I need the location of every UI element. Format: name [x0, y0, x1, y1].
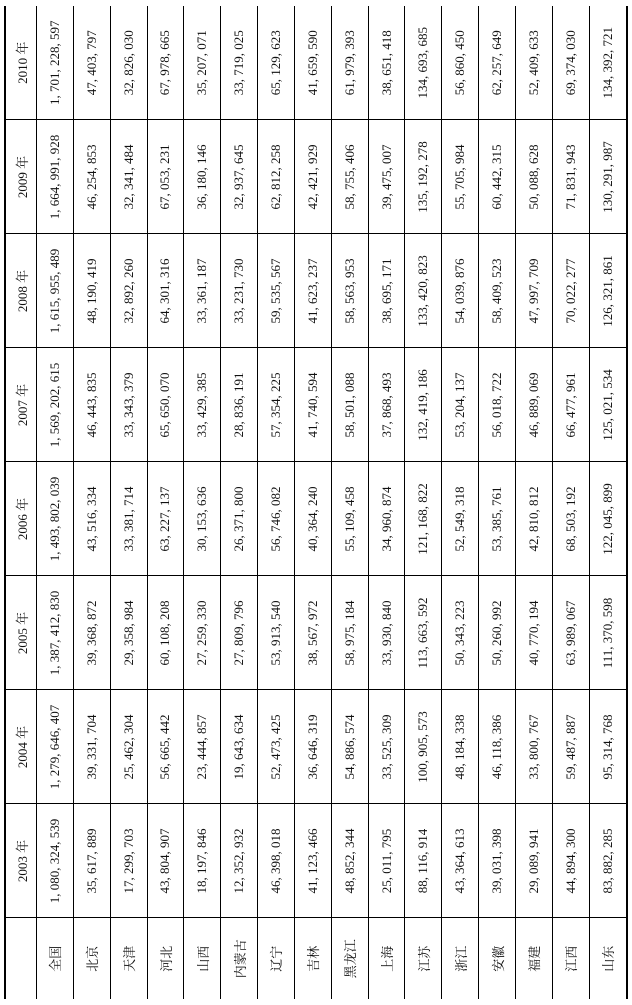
- region-cell: 江苏: [405, 918, 442, 999]
- value-cell: 62, 257, 649: [479, 6, 516, 120]
- value-cell: 57, 354, 225: [258, 348, 295, 462]
- value-cell: 42, 810, 812: [515, 462, 552, 576]
- value-cell: 1, 664, 991, 928: [37, 120, 74, 234]
- value-cell: 88, 116, 914: [405, 804, 442, 918]
- region-cell: 山东: [589, 918, 627, 999]
- value-cell: 38, 695, 171: [368, 234, 405, 348]
- value-cell: 50, 343, 223: [442, 576, 479, 690]
- value-cell: 48, 190, 419: [73, 234, 110, 348]
- value-cell: 1, 615, 955, 489: [37, 234, 74, 348]
- value-cell: 54, 886, 574: [331, 690, 368, 804]
- table-row: [73, 6, 110, 999]
- value-cell: 47, 403, 797: [73, 6, 110, 120]
- header-cell: 2010 年: [5, 6, 37, 120]
- value-cell: 53, 204, 137: [442, 348, 479, 462]
- value-cell: 47, 997, 709: [515, 234, 552, 348]
- value-cell: 36, 180, 146: [184, 120, 221, 234]
- region-cell: 黑龙江: [331, 918, 368, 999]
- value-cell: 18, 197, 846: [184, 804, 221, 918]
- value-cell: 29, 358, 984: [110, 576, 147, 690]
- value-cell: 52, 409, 633: [515, 6, 552, 120]
- value-cell: 46, 889, 069: [515, 348, 552, 462]
- value-cell: 69, 374, 030: [552, 6, 589, 120]
- value-cell: 59, 487, 887: [552, 690, 589, 804]
- value-cell: 30, 153, 636: [184, 462, 221, 576]
- value-cell: 25, 462, 304: [110, 690, 147, 804]
- value-cell: 133, 420, 823: [405, 234, 442, 348]
- value-cell: 33, 525, 309: [368, 690, 405, 804]
- table-row: [37, 6, 74, 999]
- header-cell: 2007 年: [5, 348, 37, 462]
- value-cell: 64, 301, 316: [147, 234, 184, 348]
- region-cell: 江西: [552, 918, 589, 999]
- value-cell: 71, 831, 943: [552, 120, 589, 234]
- region-cell: 安徽: [479, 918, 516, 999]
- value-cell: 63, 989, 067: [552, 576, 589, 690]
- table-row: [184, 6, 221, 999]
- value-cell: 134, 693, 685: [405, 6, 442, 120]
- region-cell: 山西: [184, 918, 221, 999]
- value-cell: 134, 392, 721: [589, 6, 627, 120]
- header-cell: [5, 918, 37, 999]
- value-cell: 67, 053, 231: [147, 120, 184, 234]
- value-cell: 33, 800, 767: [515, 690, 552, 804]
- header-cell: 2003 年: [5, 804, 37, 918]
- value-cell: 58, 501, 088: [331, 348, 368, 462]
- table-row: [589, 6, 627, 999]
- value-cell: 50, 260, 992: [479, 576, 516, 690]
- value-cell: 70, 022, 277: [552, 234, 589, 348]
- value-cell: 34, 960, 874: [368, 462, 405, 576]
- value-cell: 58, 755, 406: [331, 120, 368, 234]
- value-cell: 121, 168, 822: [405, 462, 442, 576]
- table-row: [405, 6, 442, 999]
- value-cell: 65, 129, 623: [258, 6, 295, 120]
- value-cell: 41, 623, 237: [294, 234, 331, 348]
- value-cell: 39, 475, 007: [368, 120, 405, 234]
- value-cell: 1, 387, 412, 830: [37, 576, 74, 690]
- value-cell: 44, 894, 300: [552, 804, 589, 918]
- value-cell: 32, 341, 484: [110, 120, 147, 234]
- table-row: [368, 6, 405, 999]
- value-cell: 126, 321, 861: [589, 234, 627, 348]
- value-cell: 1, 080, 324, 539: [37, 804, 74, 918]
- value-cell: 41, 740, 594: [294, 348, 331, 462]
- table-row: [147, 6, 184, 999]
- region-cell: 福建: [515, 918, 552, 999]
- region-cell: 北京: [73, 918, 110, 999]
- table-row: [552, 6, 589, 999]
- value-cell: 35, 617, 889: [73, 804, 110, 918]
- header-cell: 2004 年: [5, 690, 37, 804]
- table-row: [221, 6, 258, 999]
- value-cell: 56, 665, 442: [147, 690, 184, 804]
- value-cell: 1, 279, 646, 407: [37, 690, 74, 804]
- value-cell: 46, 118, 386: [479, 690, 516, 804]
- region-cell: 河北: [147, 918, 184, 999]
- value-cell: 32, 892, 260: [110, 234, 147, 348]
- value-cell: 56, 018, 722: [479, 348, 516, 462]
- value-cell: 111, 370, 598: [589, 576, 627, 690]
- value-cell: 42, 421, 929: [294, 120, 331, 234]
- value-cell: 32, 826, 030: [110, 6, 147, 120]
- value-cell: 35, 207, 071: [184, 6, 221, 120]
- value-cell: 23, 444, 857: [184, 690, 221, 804]
- value-cell: 59, 535, 567: [258, 234, 295, 348]
- value-cell: 48, 184, 338: [442, 690, 479, 804]
- value-cell: 46, 254, 853: [73, 120, 110, 234]
- table-row: [110, 6, 147, 999]
- region-cell: 上海: [368, 918, 405, 999]
- value-cell: 53, 385, 761: [479, 462, 516, 576]
- value-cell: 50, 088, 628: [515, 120, 552, 234]
- region-cell: 全国: [37, 918, 74, 999]
- value-cell: 26, 371, 800: [221, 462, 258, 576]
- value-cell: 122, 045, 899: [589, 462, 627, 576]
- data-table: [4, 6, 628, 999]
- value-cell: 43, 804, 907: [147, 804, 184, 918]
- value-cell: 39, 368, 872: [73, 576, 110, 690]
- value-cell: 55, 705, 984: [442, 120, 479, 234]
- value-cell: 62, 812, 258: [258, 120, 295, 234]
- table-header-row: [5, 6, 37, 999]
- value-cell: 38, 567, 972: [294, 576, 331, 690]
- table-row: [258, 6, 295, 999]
- value-cell: 61, 979, 393: [331, 6, 368, 120]
- value-cell: 41, 123, 466: [294, 804, 331, 918]
- value-cell: 40, 364, 240: [294, 462, 331, 576]
- region-cell: 吉林: [294, 918, 331, 999]
- value-cell: 58, 563, 953: [331, 234, 368, 348]
- value-cell: 33, 719, 025: [221, 6, 258, 120]
- table-row: [442, 6, 479, 999]
- value-cell: 37, 868, 493: [368, 348, 405, 462]
- value-cell: 12, 352, 932: [221, 804, 258, 918]
- header-cell: 2009 年: [5, 120, 37, 234]
- value-cell: 54, 039, 876: [442, 234, 479, 348]
- value-cell: 38, 651, 418: [368, 6, 405, 120]
- value-cell: 32, 937, 645: [221, 120, 258, 234]
- region-cell: 辽宁: [258, 918, 295, 999]
- value-cell: 33, 930, 840: [368, 576, 405, 690]
- value-cell: 40, 770, 194: [515, 576, 552, 690]
- table-row: [515, 6, 552, 999]
- value-cell: 33, 361, 187: [184, 234, 221, 348]
- value-cell: 60, 108, 208: [147, 576, 184, 690]
- region-cell: 天津: [110, 918, 147, 999]
- value-cell: 53, 913, 540: [258, 576, 295, 690]
- value-cell: 60, 442, 315: [479, 120, 516, 234]
- value-cell: 28, 836, 191: [221, 348, 258, 462]
- value-cell: 36, 646, 319: [294, 690, 331, 804]
- value-cell: 27, 259, 330: [184, 576, 221, 690]
- value-cell: 52, 473, 425: [258, 690, 295, 804]
- value-cell: 58, 409, 523: [479, 234, 516, 348]
- header-cell: 2006 年: [5, 462, 37, 576]
- value-cell: 43, 516, 334: [73, 462, 110, 576]
- value-cell: 135, 192, 278: [405, 120, 442, 234]
- value-cell: 58, 975, 184: [331, 576, 368, 690]
- value-cell: 33, 381, 714: [110, 462, 147, 576]
- value-cell: 19, 643, 634: [221, 690, 258, 804]
- region-cell: 内蒙古: [221, 918, 258, 999]
- value-cell: 95, 314, 768: [589, 690, 627, 804]
- table-row: [294, 6, 331, 999]
- value-cell: 46, 398, 018: [258, 804, 295, 918]
- value-cell: 33, 343, 379: [110, 348, 147, 462]
- value-cell: 33, 231, 730: [221, 234, 258, 348]
- value-cell: 56, 860, 450: [442, 6, 479, 120]
- value-cell: 83, 882, 285: [589, 804, 627, 918]
- value-cell: 130, 291, 987: [589, 120, 627, 234]
- value-cell: 125, 021, 534: [589, 348, 627, 462]
- value-cell: 39, 031, 398: [479, 804, 516, 918]
- table-row: [331, 6, 368, 999]
- header-cell: 2008 年: [5, 234, 37, 348]
- value-cell: 68, 503, 192: [552, 462, 589, 576]
- region-cell: 浙江: [442, 918, 479, 999]
- value-cell: 46, 443, 835: [73, 348, 110, 462]
- value-cell: 132, 419, 186: [405, 348, 442, 462]
- value-cell: 56, 746, 082: [258, 462, 295, 576]
- value-cell: 1, 569, 202, 615: [37, 348, 74, 462]
- value-cell: 63, 227, 137: [147, 462, 184, 576]
- value-cell: 67, 978, 665: [147, 6, 184, 120]
- value-cell: 39, 331, 704: [73, 690, 110, 804]
- value-cell: 43, 364, 613: [442, 804, 479, 918]
- table-body: [37, 6, 628, 999]
- value-cell: 113, 663, 592: [405, 576, 442, 690]
- header-cell: 2005 年: [5, 576, 37, 690]
- value-cell: 33, 429, 385: [184, 348, 221, 462]
- value-cell: 52, 549, 318: [442, 462, 479, 576]
- value-cell: 48, 852, 344: [331, 804, 368, 918]
- value-cell: 1, 493, 802, 039: [37, 462, 74, 576]
- value-cell: 17, 299, 703: [110, 804, 147, 918]
- value-cell: 100, 905, 573: [405, 690, 442, 804]
- table-row: [479, 6, 516, 999]
- value-cell: 25, 011, 795: [368, 804, 405, 918]
- value-cell: 41, 659, 590: [294, 6, 331, 120]
- value-cell: 29, 089, 941: [515, 804, 552, 918]
- value-cell: 65, 650, 070: [147, 348, 184, 462]
- value-cell: 66, 477, 961: [552, 348, 589, 462]
- value-cell: 55, 109, 458: [331, 462, 368, 576]
- value-cell: 1, 701, 228, 597: [37, 6, 74, 120]
- value-cell: 27, 809, 796: [221, 576, 258, 690]
